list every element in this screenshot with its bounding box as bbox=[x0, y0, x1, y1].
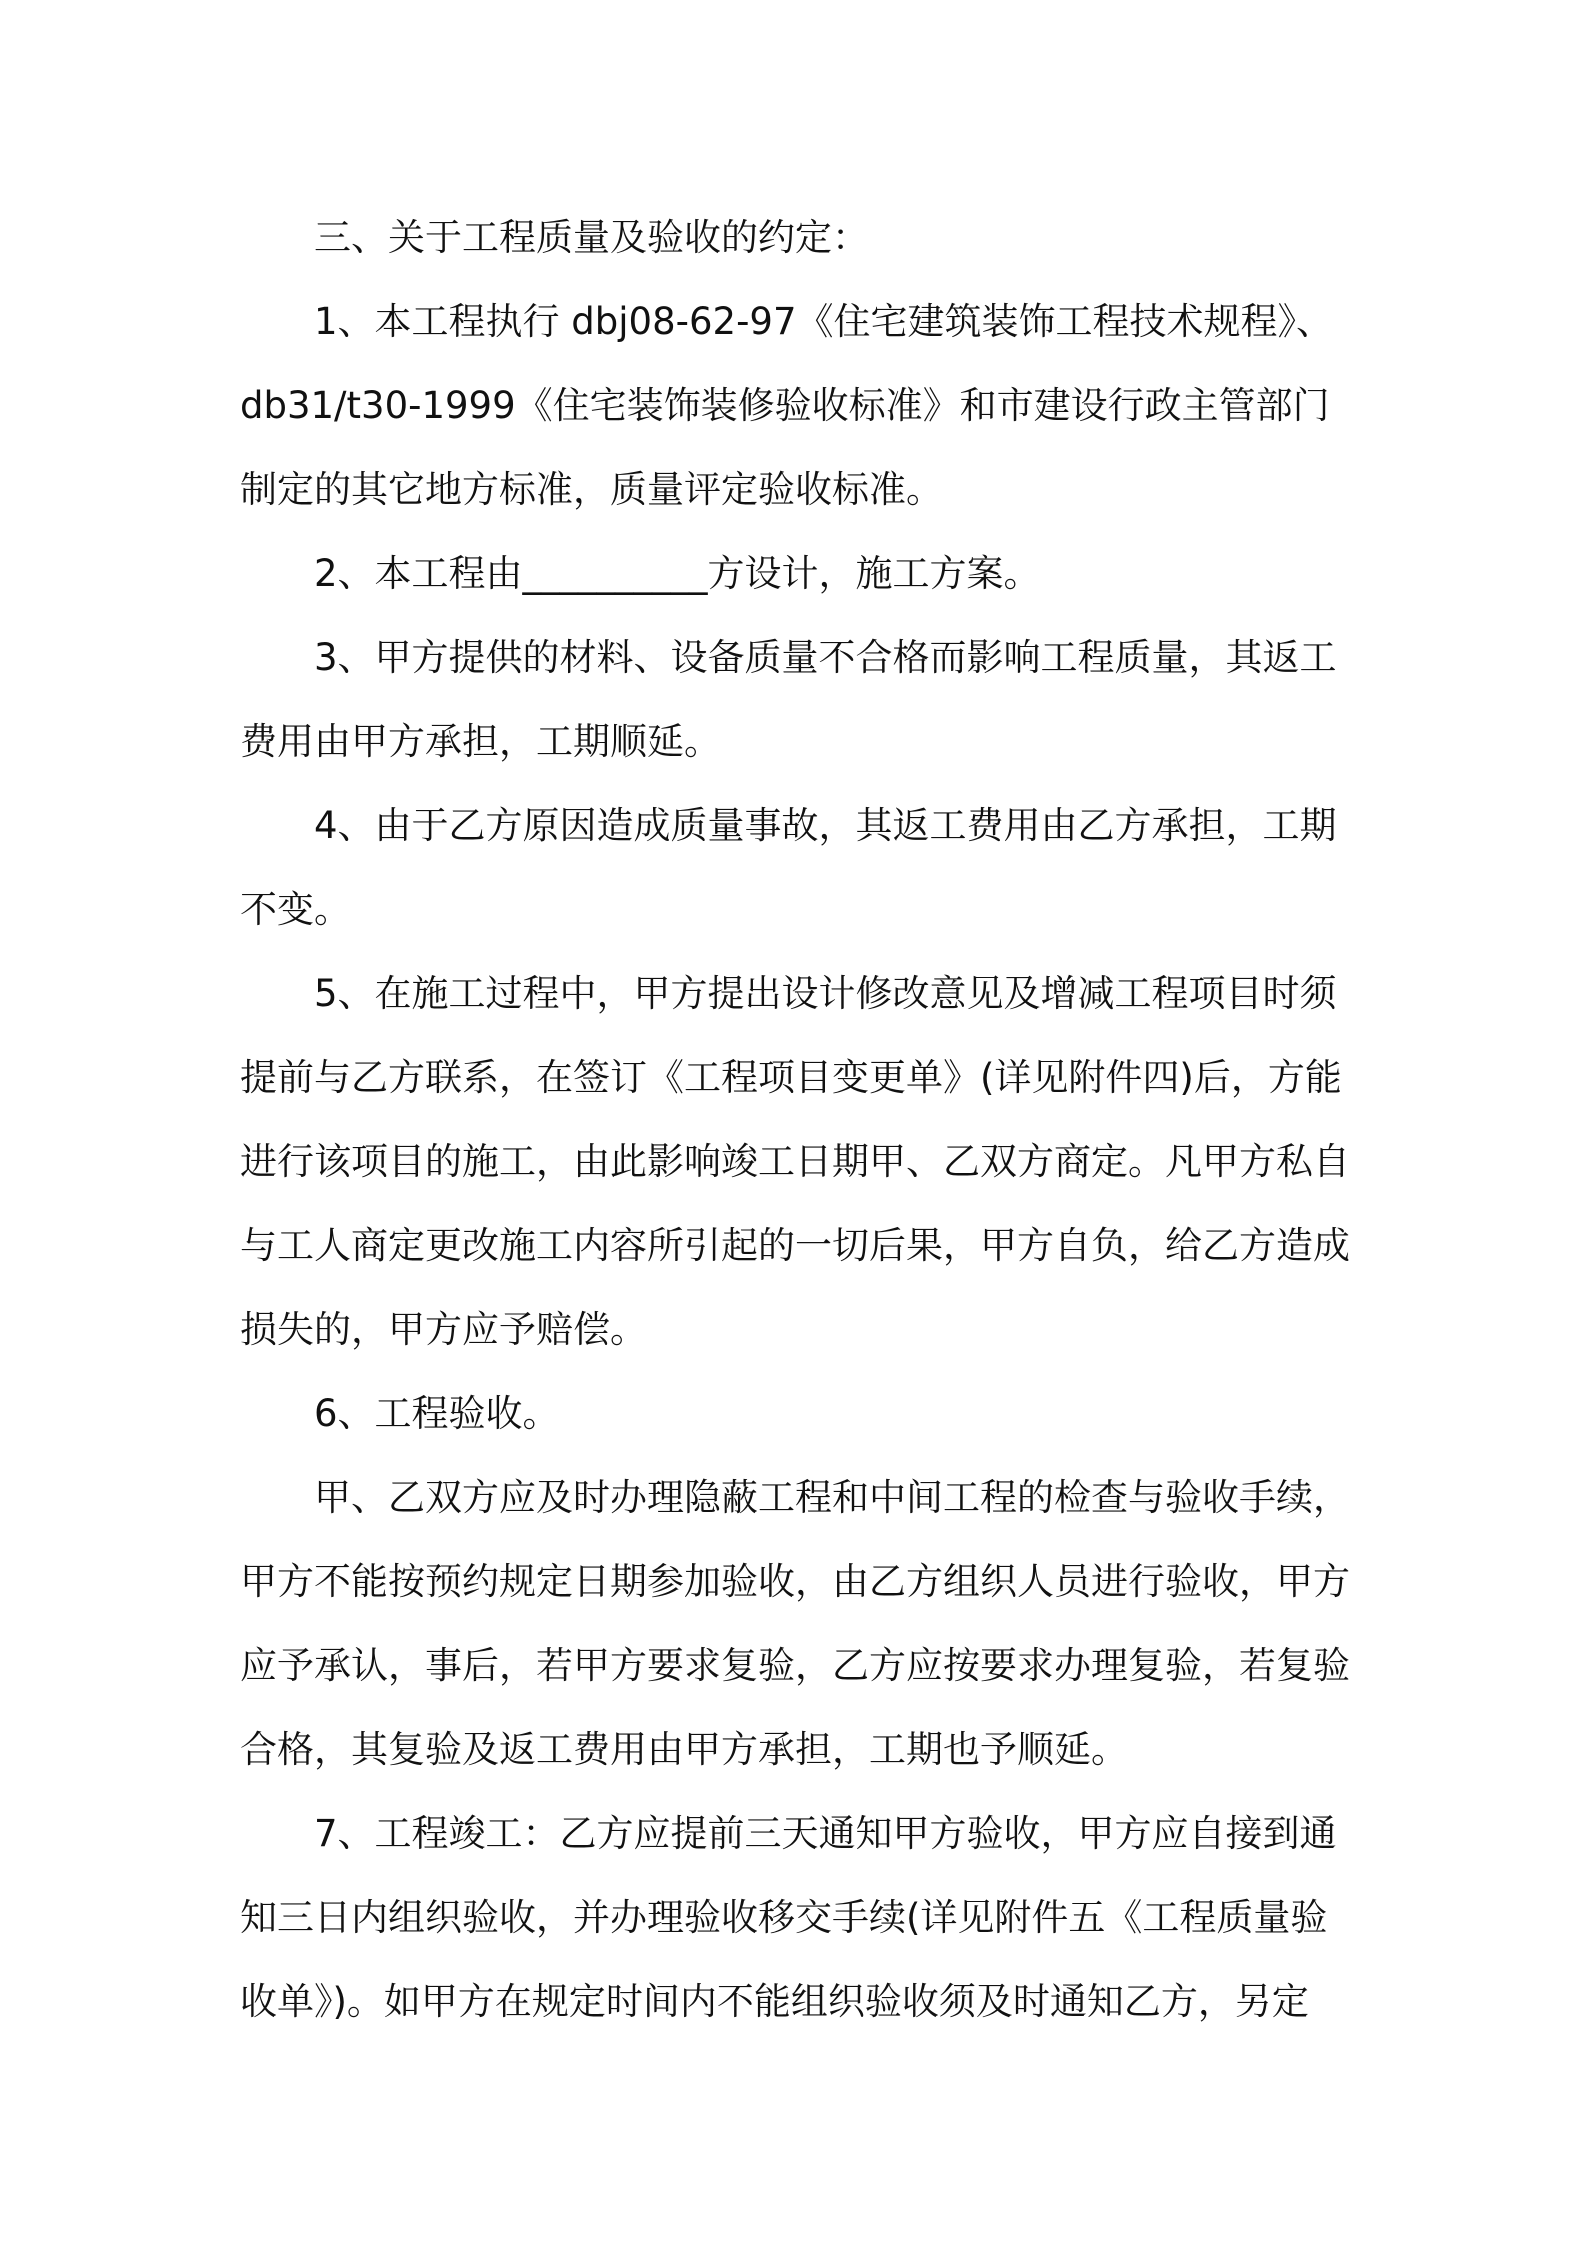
paragraph-clause-2: 2、本工程由__________方设计，施工方案。 bbox=[314, 552, 1041, 595]
paragraph-clause-3: 3、甲方提供的材料、设备质量不合格而影响工程质量，其返工费用由甲方承担，工期顺延。 bbox=[240, 636, 1337, 763]
paragraph-clause-6-detail: 甲、乙双方应及时办理隐蔽工程和中间工程的检查与验收手续，甲方不能按预约规定日期参加验收，由乙方组织人员进行验收，甲方应予承认，事后，若甲方要求复验，乙方应按要求办理复验，若复验合格，其复验及返工费用由甲方承担，工期也予顺延。 bbox=[240, 1476, 1350, 1771]
paragraph-clause-6: 6、工程验收。 bbox=[314, 1392, 560, 1435]
paragraph-clause-1: 1、本工程执行 dbj08-62-97《住宅建筑装饰工程技术规程》、db31/t30-1999《住宅装饰装修验收标准》和市建设行政主管部门制定的其它地方标准，质量评定验收标准。 bbox=[240, 300, 1333, 511]
paragraph-clause-7: 7、工程竣工：乙方应提前三天通知甲方验收，甲方应自接到通知三日内组织验收，并办理验收移交手续(详见附件五《工程质量验收单》)。如甲方在规定时间内不能组织验收须及时通知乙方，另定 bbox=[240, 1812, 1337, 2023]
paragraph-clause-4: 4、由于乙方原因造成质量事故，其返工费用由乙方承担，工期不变。 bbox=[240, 804, 1337, 931]
paragraph-clause-5: 5、在施工过程中，甲方提出设计修改意见及增减工程项目时须提前与乙方联系，在签订《工程项目变更单》(详见附件四)后，方能进行该项目的施工，由此影响竣工日期甲、乙双方商定。凡甲方私自与工人商定更改施工内容所引起的一切后果，甲方自负，给乙方造成损失的，甲方应予赔偿。 bbox=[240, 972, 1350, 1351]
document-body bbox=[240, 196, 1354, 2044]
section-heading: 三、关于工程质量及验收的约定： bbox=[314, 216, 869, 259]
